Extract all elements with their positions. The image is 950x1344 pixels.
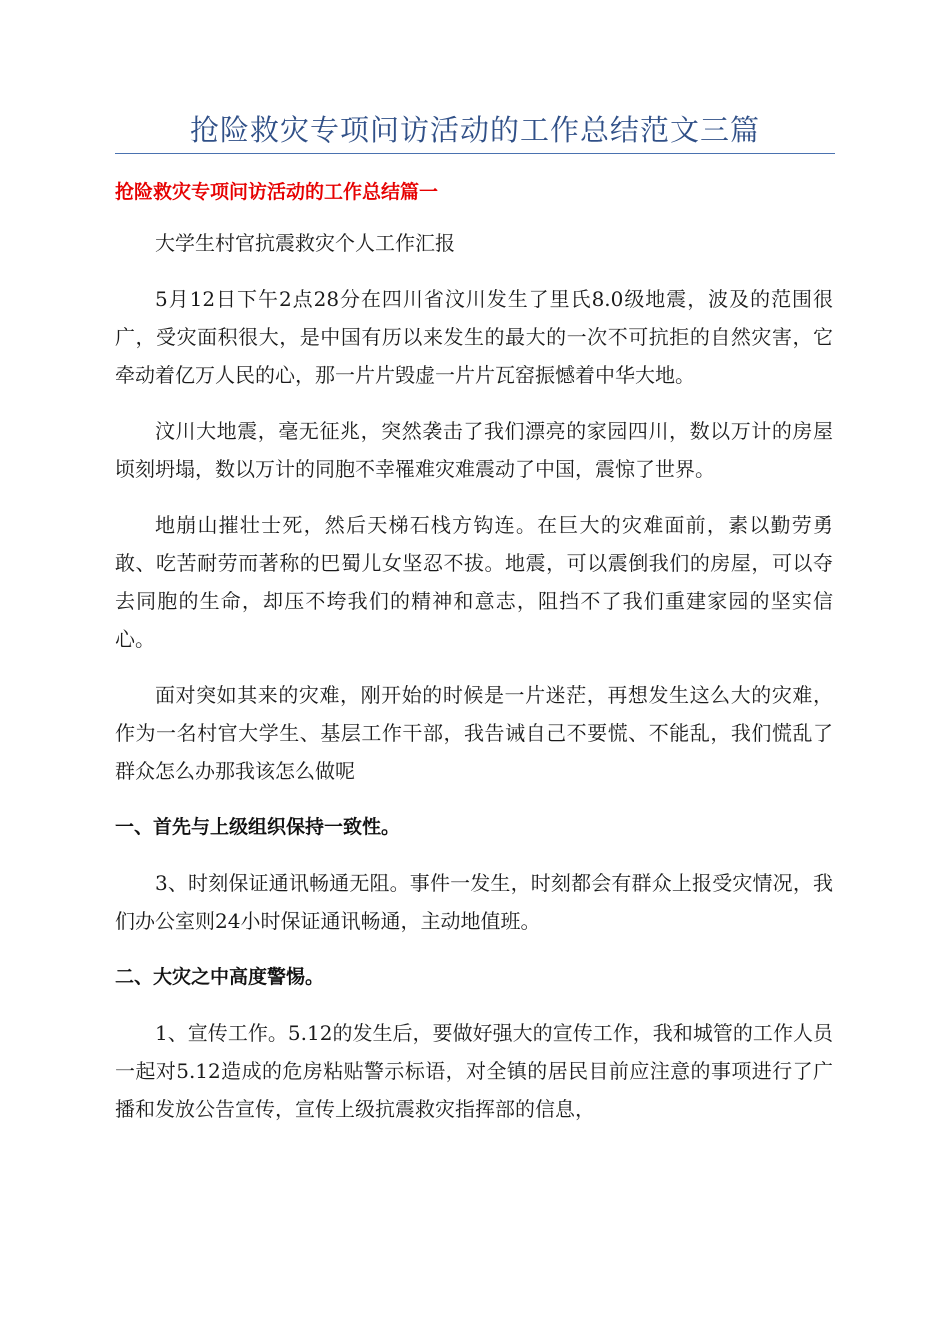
title-underline	[115, 153, 835, 154]
paragraph: 面对突如其来的灾难，刚开始的时候是一片迷茫，再想发生这么大的灾难，作为一名村官大学生、基层工作干部，我告诫自己不要慌、不能乱，我们慌乱了群众怎么办那我该怎么做呢	[115, 683, 833, 783]
paragraph: 3、时刻保证通讯畅通无阻。事件一发生，时刻都会有群众上报受灾情况，我们办公室则24小时保证通讯畅通，主动地值班。	[115, 871, 833, 933]
section-heading: 抢险救灾专项问访活动的工作总结篇一	[115, 181, 439, 203]
paragraph: 1、宣传工作。5.12的发生后，要做好强大的宣传工作，我和城管的工作人员一起对5.12造成的危房粘贴警示标语，对全镇的居民目前应注意的事项进行了广播和发放公告宣传，宣传上级抗震救灾指挥部的信息，	[115, 1021, 833, 1121]
paragraph: 地崩山摧壮士死，然后天梯石栈方钩连。在巨大的灾难面前，素以勤劳勇敢、吃苦耐劳而著称的巴蜀儿女坚忍不拔。地震，可以震倒我们的房屋，可以夺去同胞的生命，却压不垮我们的精神和意志，阻挡不了我们重建家园的坚实信心。	[115, 513, 833, 651]
document-title: 抢险救灾专项问访活动的工作总结范文三篇	[189, 113, 760, 147]
subheading-one: 一、首先与上级组织保持一致性。	[115, 816, 401, 838]
paragraph: 5月12日下午2点28分在四川省汶川发生了里氏8.0级地震，波及的范围很广，受灾面积很大，是中国有历以来发生的最大的一次不可抗拒的自然灾害，它牵动着亿万人民的心，那一片片毁虚一片片瓦窑振憾着中华大地。	[115, 287, 833, 387]
report-subtitle: 大学生村官抗震救灾个人工作汇报	[155, 231, 455, 255]
paragraph: 汶川大地震，毫无征兆，突然袭击了我们漂亮的家园四川，数以万计的房屋顷刻坍塌，数以万计的同胞不幸罹难灾难震动了中国，震惊了世界。	[115, 419, 833, 481]
document-body	[115, 224, 833, 1146]
subheading-two: 二、大灾之中高度警惕。	[115, 966, 325, 988]
